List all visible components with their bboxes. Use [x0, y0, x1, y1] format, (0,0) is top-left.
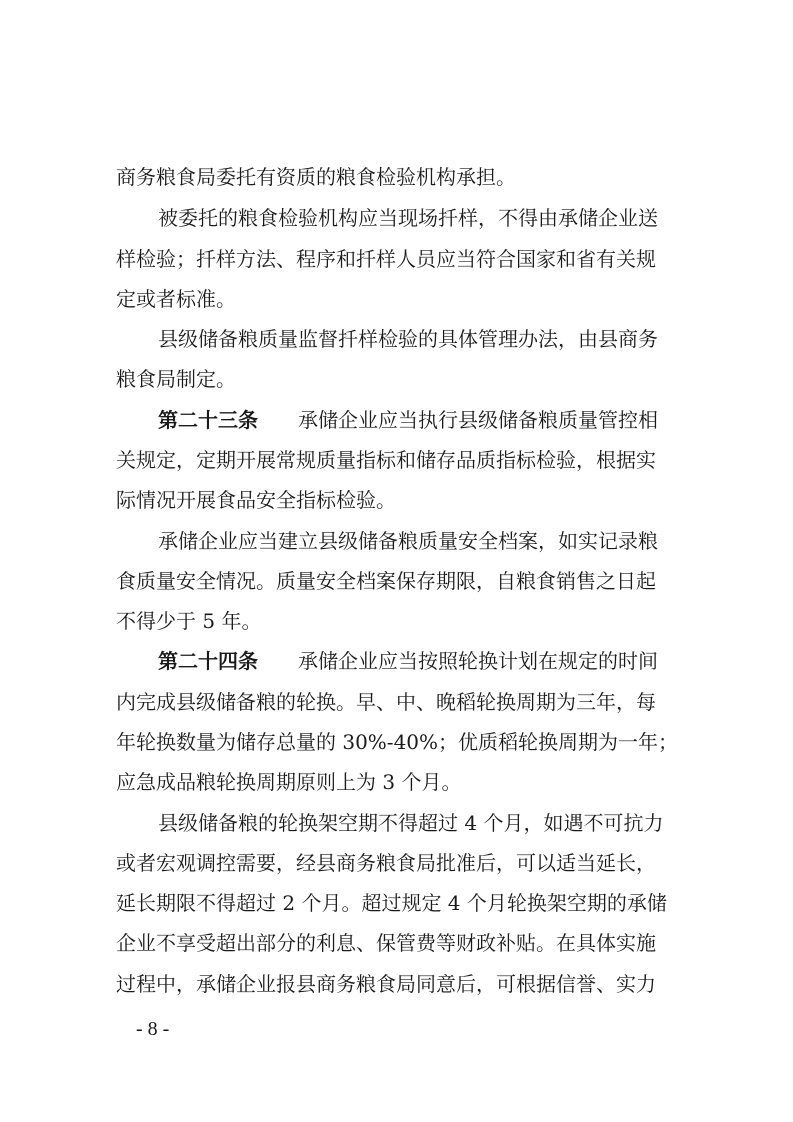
paragraph-start: 被委托的粮食检验机构应当现场扦样，不得由承储企业送	[158, 206, 658, 230]
text-line: 应急成品粮轮换周期原则上为 3 个月。	[116, 770, 462, 794]
paragraph-start: 县级储备粮质量监督扦样检验的具体管理办法，由县商务	[158, 327, 658, 351]
text-line: 食质量安全情况。质量安全档案保存期限，自粮食销售之日起	[116, 569, 656, 593]
paragraph-start: 承储企业应当建立县级储备粮质量安全档案，如实记录粮	[158, 529, 658, 553]
article-23-line	[158, 408, 658, 432]
paragraph-start: 县级储备粮的轮换架空期不得超过 4 个月，如遇不可抗力	[158, 811, 664, 835]
text-line: 粮食局制定。	[116, 367, 236, 391]
text-line: 年轮换数量为储存总量的 30%-40%；优质稻轮换周期为一年；	[116, 730, 679, 754]
text-line: 过程中，承储企业报县商务粮食局同意后，可根据信誉、实力	[116, 972, 656, 996]
article-heading: 第二十三条	[158, 408, 258, 432]
text-line: 不得少于 5 年。	[116, 609, 262, 633]
text-line: 企业不享受超出部分的利息、保管费等财政补贴。在具体实施	[116, 931, 656, 955]
text-line: 定或者标准。	[116, 287, 236, 311]
text-line: 商务粮食局委托有资质的粮食检验机构承担。	[116, 165, 516, 189]
text-line: 样检验；扦样方法、程序和扦样人员应当符合国家和省有关规	[116, 247, 656, 271]
text-line: 关规定，定期开展常规质量指标和储存品质指标检验，根据实	[116, 448, 656, 472]
text-line: 内完成县级储备粮的轮换。早、中、晚稻轮换周期为三年，每	[116, 690, 656, 714]
text-line: 延长期限不得超过 2 个月。超过规定 4 个月轮换架空期的承储	[116, 891, 667, 915]
article-text: 承储企业应当执行县级储备粮质量管控相	[298, 408, 658, 432]
article-heading: 第二十四条	[158, 649, 258, 673]
text-line: 际情况开展食品安全指标检验。	[116, 488, 396, 512]
text-line: 或者宏观调控需要，经县商务粮食局批准后，可以适当延长，	[116, 851, 656, 875]
article-24-line	[158, 649, 658, 673]
page-number: - 8 -	[136, 1018, 170, 1040]
article-text: 承储企业应当按照轮换计划在规定的时间	[298, 649, 658, 673]
